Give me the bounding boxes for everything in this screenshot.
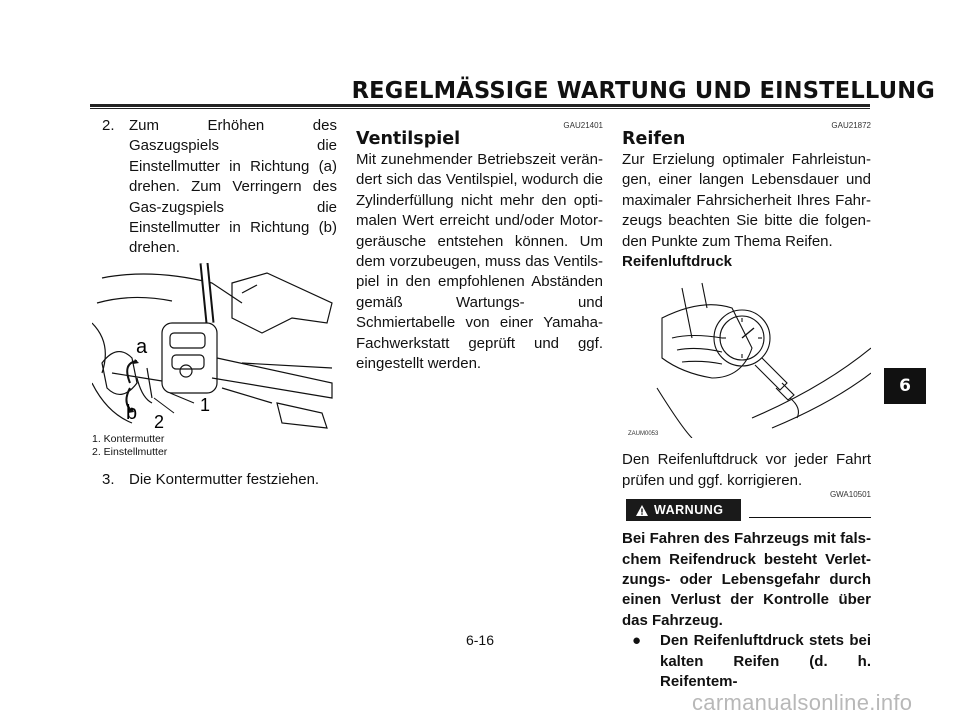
column-middle: [356, 116, 603, 374]
warning-banner: [622, 499, 871, 521]
tire-pressure-gauge-illustration: [622, 278, 871, 438]
figure-caption-1: 1. Kontermutter: [92, 432, 165, 445]
figure-label-b: b: [126, 401, 138, 424]
page-header-title: REGELMÄSSIGE WARTUNG UND EINSTELLUNG: [351, 76, 935, 104]
warning-label: WARNUNG: [654, 503, 724, 518]
warning-triangle-icon: [636, 505, 648, 516]
section-heading-reifen: Reifen: [622, 129, 686, 149]
figure-label-a: a: [136, 335, 148, 358]
step-number: 2.: [102, 117, 115, 134]
step-number: 3.: [102, 470, 115, 488]
section-code: GAU21872: [831, 121, 871, 130]
header-rule-thick: [90, 104, 870, 107]
section-paragraph-2: Den Reifenluftdruck vor jeder Fahrt prüfen und ggf. korrigieren.: [622, 451, 871, 489]
warning-bullet: [622, 631, 871, 692]
step-text: Die Kontermutter festziehen.: [129, 470, 320, 488]
bullet-dot-icon: ●: [632, 632, 642, 650]
step-text: Zum Erhöhen des Gaszugspiels die Einstellmutter in Richtung (a) drehen. Zum Verringern des Gas-zugspiels die Einstellmutter in Richtung (b) drehen.: [129, 117, 337, 257]
subheading-reifenluftdruck: Reifenluftdruck: [622, 253, 733, 271]
warning-code: GWA10501: [829, 490, 871, 500]
throttle-adjuster-illustration: [92, 263, 337, 433]
watermark: carmanualsonline.info: [692, 690, 913, 715]
page-number: 6-16: [465, 632, 495, 648]
section-heading-ventilspiel: Ventilspiel: [356, 129, 461, 149]
figure-label-2: 2: [154, 411, 165, 432]
figure-caption-2: 2. Einstellmutter: [92, 446, 168, 459]
step-2: [92, 116, 337, 259]
section-paragraph: Mit zunehmender Betriebszeit verän-dert sich das Ventilspiel, wodurch die Zylinderfüllung nicht mehr den opti-malen Wert erreicht und/oder Motor-geräusche entstehen können. Um dem vorzubeugen, muss das Ventils-piel in den empfohlenen Abständen gemäß Wartungs- und Schmiertabelle von einer Yamaha-Fachwerkstatt geprüft und ggf. eingestellt werden.: [356, 151, 603, 373]
chapter-tab: 6: [884, 368, 926, 404]
section-paragraph: Zur Erzielung optimaler Fahrleistun-gen, einer langen Lebensdauer und maximaler Fahrsicherheit Ihres Fahr-zeugs beachten Sie bitte die folgen-den Punkte zum Thema Reifen.: [622, 151, 871, 250]
header-rule-thin: [90, 108, 870, 109]
figure-code: ZAUM0053: [628, 431, 659, 438]
warning-label-box: [626, 499, 741, 521]
step-3: [92, 470, 337, 490]
bullet-text: Den Reifenluftdruck stets bei kalten Reifen (d. h. Reifentem-: [660, 632, 871, 691]
column-right: [622, 116, 871, 693]
section-code: GAU21401: [563, 121, 603, 130]
column-left: [92, 116, 337, 490]
warning-text: Bei Fahren des Fahrzeugs mit fals-chem Reifendruck besteht Verlet-zungs- oder Lebensgefahr durch einen Verlust der Kontrolle über das Fahrzeug.: [622, 530, 871, 629]
warning-rule: [749, 517, 871, 518]
figure-label-1: 1: [200, 394, 211, 415]
